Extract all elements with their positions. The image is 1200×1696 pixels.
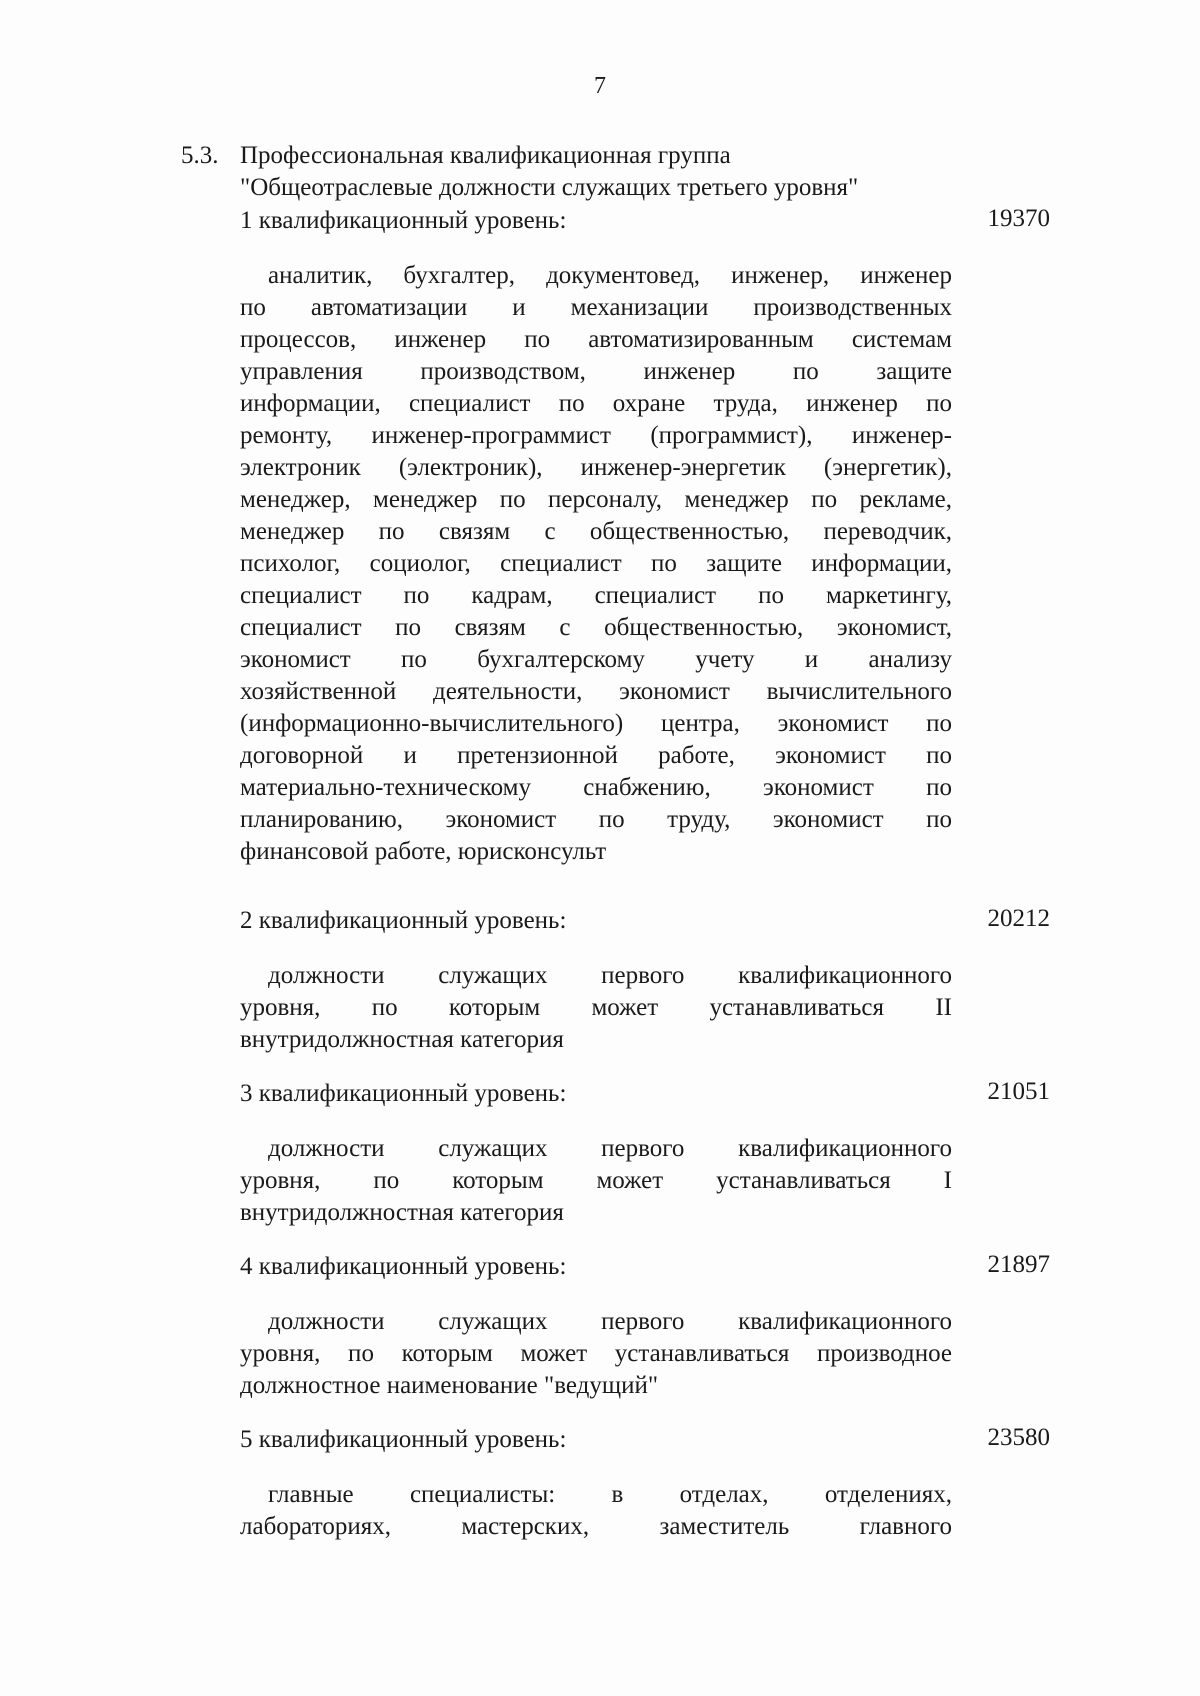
level-salary: 19370 (987, 205, 1050, 232)
description-line: аналитик, бухгалтер, документовед, инженер, инженер (268, 262, 952, 289)
description-line: главные специалисты: в отделах, отделениях, (268, 1481, 952, 1508)
level-label: 4 квалификационный уровень: (240, 1253, 567, 1280)
level-header (240, 905, 1050, 937)
level-salary: 21051 (987, 1078, 1050, 1105)
qualification-level-3 (240, 1078, 1050, 1229)
description-line: лабораториях, мастерских, заместитель главного (240, 1513, 952, 1540)
qualification-level-1 (240, 205, 1050, 868)
level-label: 3 квалификационный уровень: (240, 1080, 567, 1107)
level-salary: 21897 (987, 1251, 1050, 1278)
description-line: уровня, по которым может устанавливаться I (240, 1167, 952, 1194)
description-line: (информационно-вычислительного) центра, экономист по (240, 710, 952, 737)
level-label: 5 квалификационный уровень: (240, 1426, 567, 1453)
level-description (240, 960, 952, 1056)
level-salary: 23580 (987, 1424, 1050, 1451)
description-line: специалист по связям с общественностью, экономист, (240, 614, 952, 641)
qualification-level-4 (240, 1251, 1050, 1402)
description-line: электроник (электроник), инженер-энергетик (энергетик), (240, 454, 952, 481)
level-label: 2 квалификационный уровень: (240, 907, 567, 934)
description-line: договорной и претензионной работе, экономист по (240, 742, 952, 769)
level-description (240, 1479, 952, 1543)
section-heading (181, 140, 961, 204)
description-line: уровня, по которым может устанавливаться производное (240, 1340, 952, 1367)
level-label: 1 квалификационный уровень: (240, 207, 567, 234)
level-salary: 20212 (987, 905, 1050, 932)
level-description (240, 260, 952, 868)
page-number: 7 (594, 73, 606, 99)
description-line: экономист по бухгалтерскому учету и анализу (240, 646, 952, 673)
description-line: материально-техническому снабжению, экономист по (240, 774, 952, 801)
description-line: должности служащих первого квалификационного (268, 1135, 952, 1162)
level-header (240, 205, 1050, 237)
qualification-level-5 (240, 1424, 1050, 1543)
level-header (240, 1424, 1050, 1456)
description-line: внутридолжностная категория (240, 1026, 564, 1053)
description-line: уровня, по которым может устанавливаться II (240, 994, 952, 1021)
description-line: по автоматизации и механизации производственных (240, 294, 952, 321)
description-line: информации, специалист по охране труда, инженер по (240, 390, 952, 417)
level-header (240, 1078, 1050, 1110)
description-line: должности служащих первого квалификационного (268, 962, 952, 989)
level-description (240, 1306, 952, 1402)
description-line: управления производством, инженер по защите (240, 358, 952, 385)
description-line: должности служащих первого квалификационного (268, 1308, 952, 1335)
level-header (240, 1251, 1050, 1283)
level-description (240, 1133, 952, 1229)
description-line: финансовой работе, юрисконсульт (240, 838, 607, 865)
section-title (240, 140, 961, 204)
description-line: менеджер, менеджер по персоналу, менеджер по рекламе, (240, 486, 952, 513)
description-line: психолог, социолог, специалист по защите информации, (240, 550, 952, 577)
description-line: внутридолжностная категория (240, 1199, 564, 1226)
description-line: планированию, экономист по труду, экономист по (240, 806, 952, 833)
description-line: должностное наименование "ведущий" (240, 1372, 659, 1399)
description-line: хозяйственной деятельности, экономист вычислительного (240, 678, 952, 705)
section-number: 5.3. (181, 142, 219, 169)
qualification-level-2 (240, 905, 1050, 1056)
description-line: специалист по кадрам, специалист по маркетингу, (240, 582, 952, 609)
description-line: менеджер по связям с общественностью, переводчик, (240, 518, 952, 545)
section-header (181, 140, 961, 204)
description-line: ремонту, инженер-программист (программист), инженер- (240, 422, 952, 449)
section-title-line: "Общеотраслевые должности служащих третьего уровня" (240, 174, 859, 201)
section-title-line: Профессиональная квалификационная группа (240, 142, 731, 169)
description-line: процессов, инженер по автоматизированным системам (240, 326, 952, 353)
